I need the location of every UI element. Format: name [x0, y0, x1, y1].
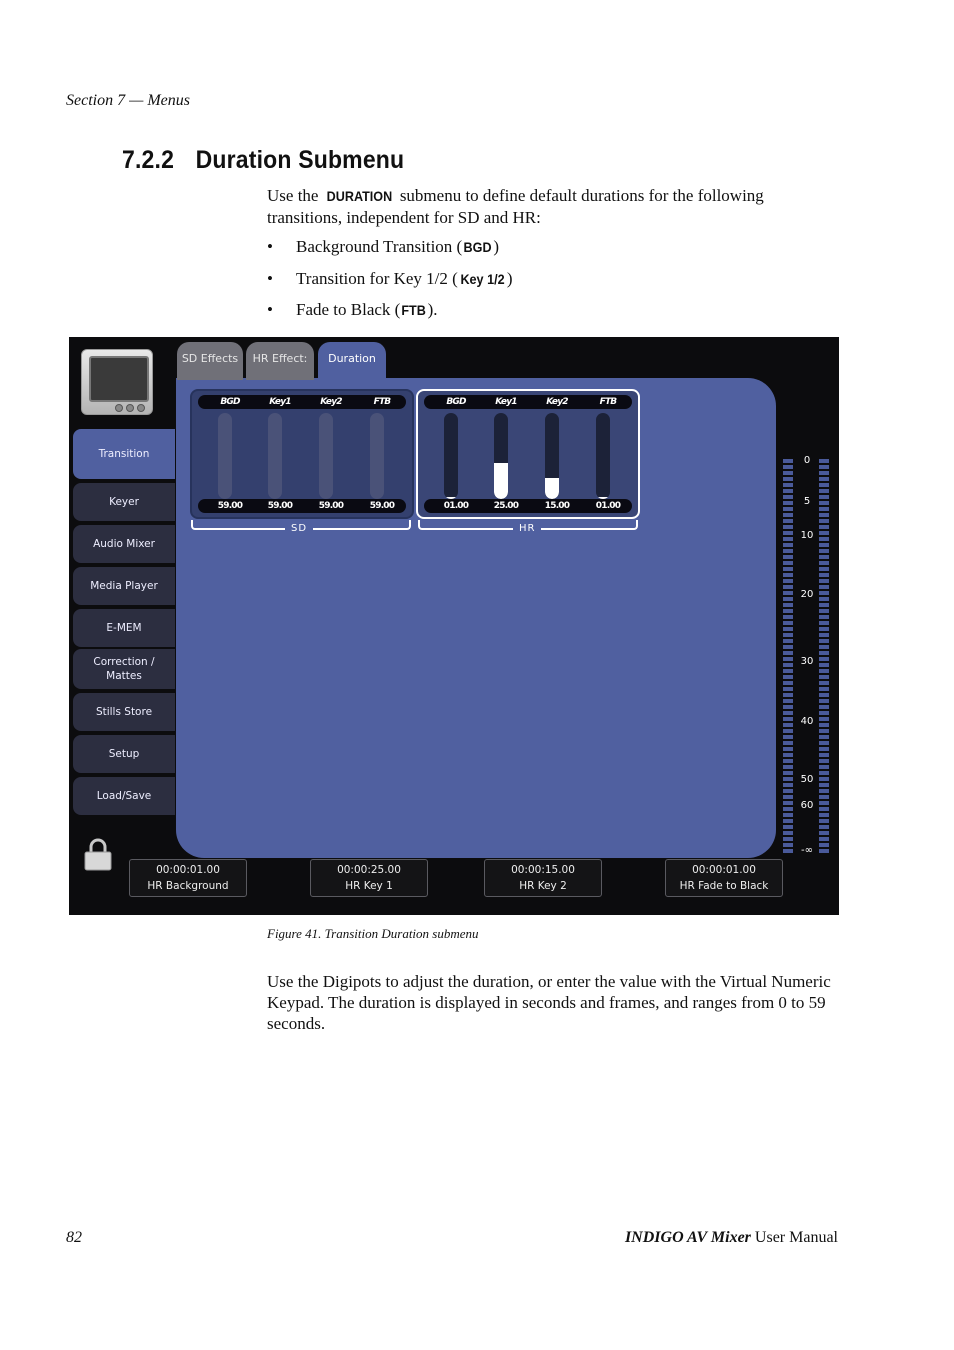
bullet-item: • Transition for Key 1/2 ( Key 1/2 ) — [267, 268, 513, 288]
running-footer — [625, 1229, 838, 1247]
bullet-text: Background Transition ( — [296, 237, 463, 256]
lock-icon[interactable] — [83, 837, 113, 871]
button-time: 00:00:01.00 — [692, 864, 756, 876]
fader-label: BGD — [446, 397, 466, 407]
meter-tick-label: 10 — [800, 530, 814, 541]
button-label: HR Key 1 — [345, 880, 393, 892]
hr-fader-group — [416, 389, 640, 519]
button-label: HR Background — [147, 880, 229, 892]
intro-paragraph — [267, 185, 837, 228]
hr-group-label: HR — [513, 523, 541, 534]
fader-value: 01.00 — [443, 501, 469, 511]
fader-values — [424, 499, 632, 513]
sidebar-item-audio-mixer[interactable]: Audio Mixer — [73, 525, 175, 563]
sd-key1-fader[interactable] — [268, 413, 282, 499]
bullet-end: ) — [506, 268, 513, 288]
intro-text-a: Use the — [267, 186, 323, 205]
bullet-item: • Background Transition ( BGD) — [267, 237, 500, 256]
button-label: HR Key 2 — [519, 880, 567, 892]
fader-value: 59.00 — [217, 501, 243, 511]
sidebar-item-load-save[interactable]: Load/Save — [73, 777, 175, 815]
fader-label: Key2 — [546, 397, 568, 407]
sidebar-item-transition[interactable]: Transition — [73, 429, 175, 479]
fader-value: 59.00 — [267, 501, 293, 511]
bullet-text: Fade to Black ( — [296, 300, 401, 319]
sidebar-item-setup[interactable]: Setup — [73, 735, 175, 773]
bullet-key: BGD — [463, 239, 492, 255]
bullet-key: FTB — [401, 302, 427, 318]
bullet-list — [267, 237, 513, 332]
intro-keyword: DURATION — [326, 188, 392, 204]
button-time: 00:00:25.00 — [337, 864, 401, 876]
meter-tick-label: 50 — [800, 774, 814, 785]
section-number: 7.2.2 — [122, 146, 175, 174]
meter-tick-label: 30 — [800, 656, 814, 667]
hr-key1-fader[interactable] — [494, 413, 508, 499]
sd-bgd-fader[interactable] — [218, 413, 232, 499]
fader-value: 25.00 — [493, 501, 519, 511]
bullet-end: ). — [427, 300, 438, 319]
meter-tick-label: 40 — [800, 716, 814, 727]
hr-background-button[interactable] — [129, 859, 247, 897]
sd-ftb-fader[interactable] — [370, 413, 384, 499]
sd-key2-fader[interactable] — [319, 413, 333, 499]
fader-label: Key1 — [495, 397, 517, 407]
hr-bgd-fader[interactable] — [444, 413, 458, 499]
section-heading — [122, 146, 404, 175]
sd-fader-group — [190, 389, 414, 519]
meter-tick-label: -∞ — [801, 845, 813, 856]
sidebar-item-media-player[interactable]: Media Player — [73, 567, 175, 605]
sd-group-label: SD — [285, 523, 313, 534]
tab-duration[interactable]: Duration — [318, 342, 386, 384]
sidebar-item-correction-mattes[interactable]: Correction / Mattes — [73, 649, 175, 689]
fader-label: Key1 — [269, 397, 291, 407]
hr-key1-button[interactable] — [310, 859, 428, 897]
sidebar-item-e-mem[interactable]: E-MEM — [73, 609, 175, 647]
fader-label: Key2 — [320, 397, 342, 407]
fader-label: FTB — [373, 397, 391, 407]
sidebar-item-stills-store[interactable]: Stills Store — [73, 693, 175, 731]
page-number: 82 — [66, 1229, 82, 1246]
intro-text-b: submenu to define default durations for the following transitions, independent for SD and HR: — [267, 186, 764, 227]
hr-ftb-fader[interactable] — [596, 413, 610, 499]
bullet-key: Key 1/2 — [460, 270, 505, 287]
button-time: 00:00:01.00 — [156, 864, 220, 876]
meter-tick-label: 20 — [800, 589, 814, 600]
fader-label: BGD — [220, 397, 240, 407]
fader-label: FTB — [599, 397, 617, 407]
bullet-end: ) — [493, 237, 500, 256]
meter-tick-label: 60 — [800, 800, 814, 811]
fader-value: 01.00 — [595, 501, 621, 511]
body-paragraph: Use the Digipots to adjust the duration, or enter the value with the Virtual Numeric Keypad. The duration is displayed in seconds and frames, and ranges from 0 to 59 seconds. — [267, 972, 831, 1033]
figure-caption: Figure 41. Transition Duration submenu — [267, 926, 479, 941]
running-header: Section 7 — Menus — [66, 92, 190, 109]
sidebar-item-keyer[interactable]: Keyer — [73, 483, 175, 521]
hr-key2-button[interactable] — [484, 859, 602, 897]
button-label: HR Fade to Black — [679, 880, 769, 892]
button-time: 00:00:15.00 — [511, 864, 575, 876]
hr-key2-fader[interactable] — [545, 413, 559, 499]
fader-values — [198, 499, 406, 513]
hr-fade-to-black-button[interactable] — [665, 859, 783, 897]
bullet-item: • Fade to Black (FTB). — [267, 300, 438, 319]
tab-hr-effect[interactable]: HR Effect: — [246, 342, 314, 380]
monitor-icon[interactable] — [81, 349, 153, 415]
duration-submenu-screenshot — [69, 337, 839, 915]
fader-header — [424, 395, 632, 409]
fader-value: 15.00 — [544, 501, 570, 511]
fader-value: 59.00 — [318, 501, 344, 511]
manual-label: User Manual — [750, 1229, 838, 1246]
fader-value: 59.00 — [369, 501, 395, 511]
bullet-text: Transition for Key 1/2 ( — [296, 268, 458, 288]
fader-header — [198, 395, 406, 409]
meter-tick-label: 0 — [803, 455, 811, 466]
tab-sd-effects[interactable]: SD Effects — [177, 342, 243, 380]
meter-tick-label: 5 — [803, 496, 811, 507]
product-name: INDIGO AV Mixer — [624, 1229, 751, 1246]
section-title: Duration Submenu — [195, 146, 405, 174]
